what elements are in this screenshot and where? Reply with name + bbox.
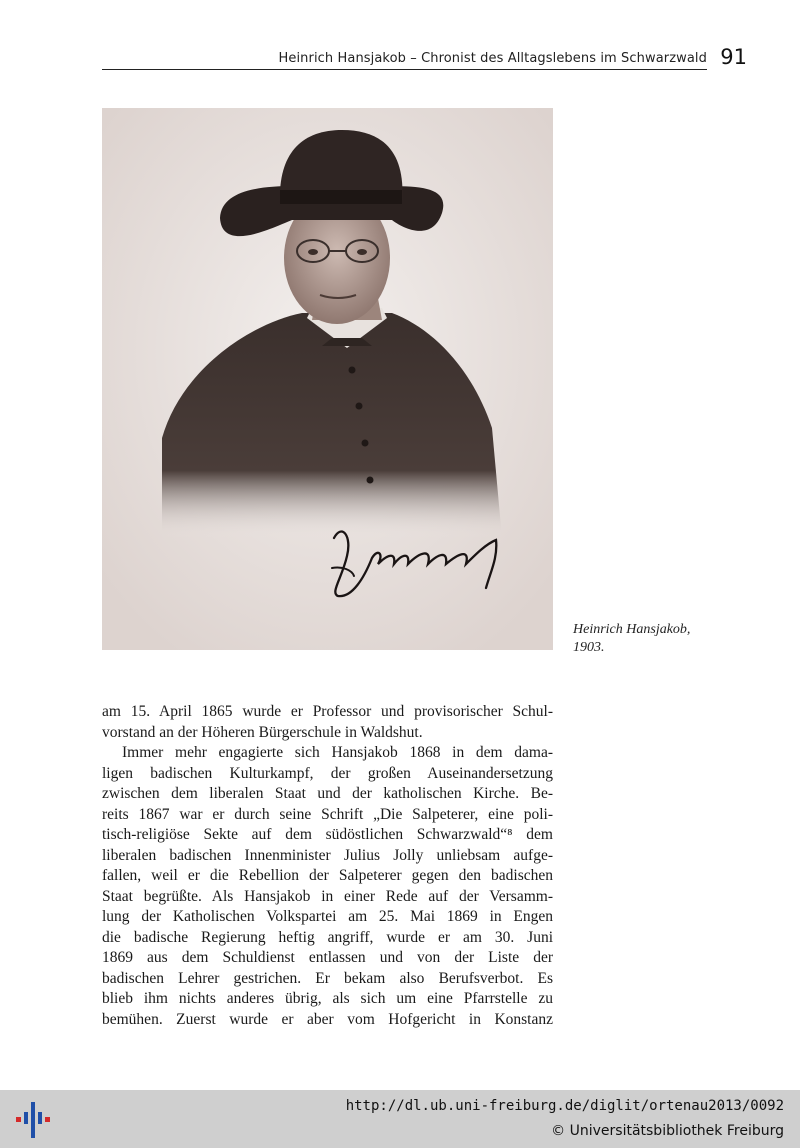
portrait-image [102, 108, 553, 650]
text-line: Immer mehr engagierte sich Hansjakob 1868 in dem dama- [122, 744, 553, 761]
copyright-notice: © Universitätsbibliothek Freiburg [551, 1123, 784, 1139]
text-line: Staat begrüßte. Als Hansjakob in einer Rede auf der Versamm- [102, 887, 553, 905]
text-line: zwischen dem liberalen Staat und der katholischen Kirche. Be- [102, 785, 553, 802]
text-line: reits 1867 war er durch seine Schrift „Die Salpeterer, eine poli- [102, 805, 553, 823]
text-line: 1869 aus dem Schuldienst entlassen und von der Liste der [102, 949, 553, 966]
running-head [102, 45, 747, 72]
text-line: bemühen. Zuerst wurde er aber vom Hofgericht in Konstanz [102, 1010, 553, 1028]
text-line: liberalen badischen Innenminister Julius Jolly unliebsam aufge- [102, 846, 553, 864]
text-line: am 15. April 1865 wurde er Professor und provisorischer Schul- [102, 703, 553, 720]
text-line: ligen badischen Kulturkampf, der großen Auseinandersetzung [102, 764, 553, 782]
text-line: blieb ihm nichts anderes übrig, als sich um eine Pfarrstelle zu [102, 990, 553, 1007]
text-line: tisch-religiöse Sekte auf dem südöstlichen Schwarzwald“⁸ dem [102, 826, 553, 843]
portrait-photo [102, 108, 553, 650]
caption-line: 1903. [573, 640, 605, 655]
source-url-link[interactable]: http://dl.ub.uni-freiburg.de/diglit/ortenau2013/0092 [345, 1098, 784, 1114]
library-logo-icon [12, 1100, 52, 1140]
text-line: fallen, weil er die Rebellion der Salpeterer gegen den badischen [102, 867, 553, 884]
page-number: 91 [720, 45, 747, 69]
figure-caption [573, 621, 753, 657]
text-line: lung der Katholischen Volkspartei am 25. Mai 1869 in Engen [102, 908, 553, 925]
caption-line: Heinrich Hansjakob, [573, 622, 691, 637]
text-line: die badische Regierung heftig angriff, wurde er am 30. Juni [102, 928, 553, 946]
text-line: vorstand an der Höheren Bürgerschule in Waldshut. [102, 723, 423, 741]
footer-bar [0, 1090, 800, 1148]
body-text [102, 702, 553, 1030]
running-title: Heinrich Hansjakob – Chronist des Alltagslebens im Schwarzwald [278, 51, 707, 66]
header-rule [102, 69, 707, 70]
text-line: badischen Lehrer gestrichen. Er bekam also Berufsverbot. Es [102, 969, 553, 987]
